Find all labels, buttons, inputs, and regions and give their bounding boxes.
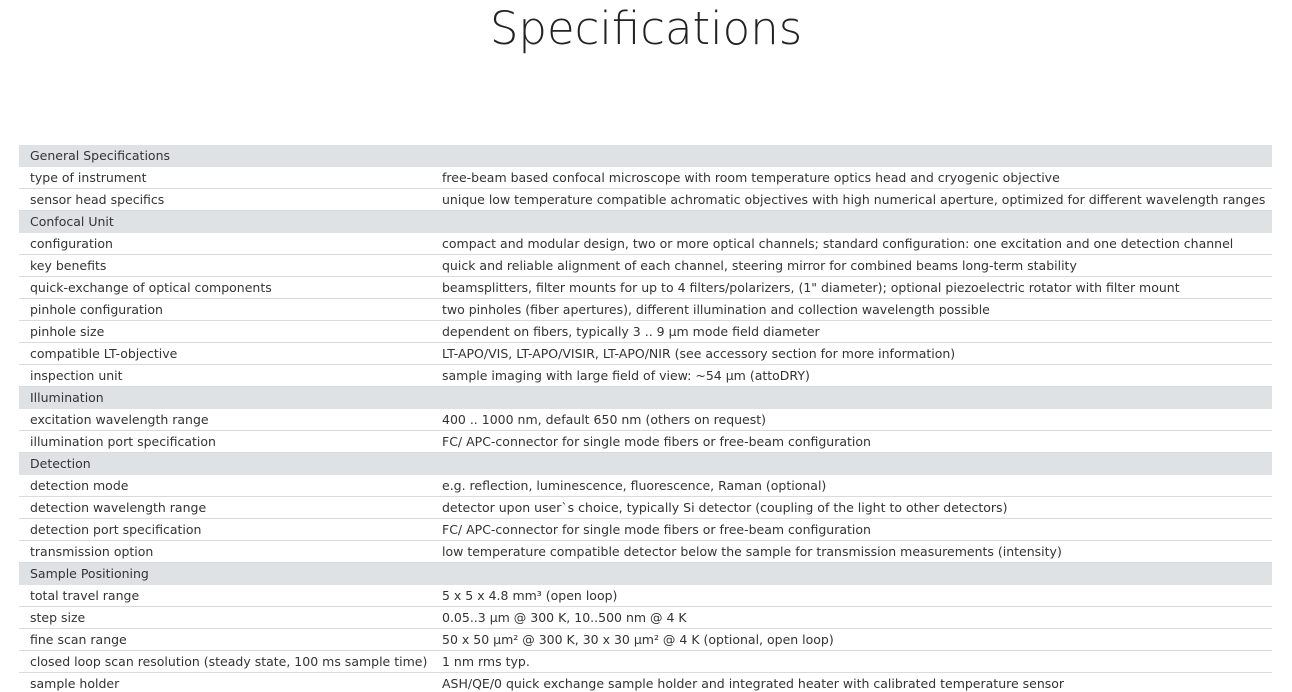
table-row xyxy=(19,431,1272,453)
spec-label: quick-exchange of optical components xyxy=(30,280,272,295)
spec-label: sample holder xyxy=(30,676,120,691)
table-row xyxy=(19,343,1272,365)
spec-label: total travel range xyxy=(30,588,140,603)
spec-value: sample imaging with large field of view: ~54 µm (attoDRY) xyxy=(442,368,810,383)
spec-label: closed loop scan resolution (steady state, 100 ms sample time) xyxy=(30,654,428,669)
spec-label: sensor head specifics xyxy=(30,192,165,207)
spec-label: excitation wavelength range xyxy=(30,412,209,427)
spec-label: pinhole size xyxy=(30,324,105,339)
spec-value: 0.05..3 µm @ 300 K, 10..500 nm @ 4 K xyxy=(442,610,687,625)
section-header-row xyxy=(19,453,1272,475)
spec-value: free-beam based confocal microscope with room temperature optics head and cryogenic objective xyxy=(442,170,1060,185)
spec-label: compatible LT-objective xyxy=(30,346,178,361)
table-row xyxy=(19,497,1272,519)
table-row xyxy=(19,189,1272,211)
spec-value: 50 x 50 µm² @ 300 K, 30 x 30 µm² @ 4 K (optional, open loop) xyxy=(442,632,834,647)
spec-value: quick and reliable alignment of each channel, steering mirror for combined beams long-term stability xyxy=(442,258,1077,273)
table-row xyxy=(19,321,1272,343)
table-row xyxy=(19,255,1272,277)
section-title: Confocal Unit xyxy=(30,214,114,229)
table-row xyxy=(19,607,1272,629)
section-header-row xyxy=(19,145,1272,167)
section-title: Detection xyxy=(30,456,91,471)
spec-label: type of instrument xyxy=(30,170,147,185)
spec-value: ASH/QE/0 quick exchange sample holder and integrated heater with calibrated temperature sensor xyxy=(442,676,1065,691)
section-title: General Specifications xyxy=(30,148,171,163)
spec-label: step size xyxy=(30,610,86,625)
spec-value: 1 nm rms typ. xyxy=(442,654,530,669)
section-header-row xyxy=(19,387,1272,409)
section-header-row xyxy=(19,563,1272,585)
spec-value: unique low temperature compatible achromatic objectives with high numerical aperture, optimized for different wavelength ranges xyxy=(442,192,1266,207)
spec-value: low temperature compatible detector below the sample for transmission measurements (intensity) xyxy=(442,544,1062,559)
table-row xyxy=(19,629,1272,651)
section-header-row xyxy=(19,211,1272,233)
spec-label: detection mode xyxy=(30,478,129,493)
spec-table xyxy=(19,145,1272,692)
spec-label: detection wavelength range xyxy=(30,500,207,515)
spec-label: transmission option xyxy=(30,544,154,559)
spec-label: key benefits xyxy=(30,258,107,273)
spec-label: detection port specification xyxy=(30,522,202,537)
spec-value: FC/ APC-connector for single mode fibers or free-beam configuration xyxy=(442,434,871,449)
spec-value: LT-APO/VIS, LT-APO/VISIR, LT-APO/NIR (see accessory section for more information) xyxy=(442,346,956,361)
table-row xyxy=(19,519,1272,541)
table-row xyxy=(19,673,1272,692)
table-row xyxy=(19,475,1272,497)
spec-value: e.g. reflection, luminescence, fluorescence, Raman (optional) xyxy=(442,478,827,493)
spec-value: 5 x 5 x 4.8 mm³ (open loop) xyxy=(442,588,618,603)
table-row xyxy=(19,277,1272,299)
spec-value: detector upon user`s choice, typically Si detector (coupling of the light to other detectors) xyxy=(442,500,1008,515)
spec-value: compact and modular design, two or more optical channels; standard configuration: one excitation and one detection channel xyxy=(442,236,1234,251)
spec-value: beamsplitters, filter mounts for up to 4 filters/polarizers, (1" diameter); optional piezoelectric rotator with filter mount xyxy=(442,280,1180,295)
spec-label: fine scan range xyxy=(30,632,127,647)
table-row xyxy=(19,167,1272,189)
spec-label: configuration xyxy=(30,236,113,251)
table-row xyxy=(19,409,1272,431)
spec-value: 400 .. 1000 nm, default 650 nm (others on request) xyxy=(442,412,767,427)
section-title: Sample Positioning xyxy=(30,566,149,581)
table-row xyxy=(19,365,1272,387)
spec-label: inspection unit xyxy=(30,368,123,383)
table-row xyxy=(19,541,1272,563)
table-row xyxy=(19,299,1272,321)
section-title: Illumination xyxy=(30,390,104,405)
table-row xyxy=(19,585,1272,607)
page-title: Specifications xyxy=(489,2,803,55)
table-row xyxy=(19,651,1272,673)
spec-label: illumination port specification xyxy=(30,434,216,449)
spec-value: dependent on fibers, typically 3 .. 9 µm mode field diameter xyxy=(442,324,820,339)
spec-label: pinhole configuration xyxy=(30,302,163,317)
spec-value: FC/ APC-connector for single mode fibers or free-beam configuration xyxy=(442,522,871,537)
table-row xyxy=(19,233,1272,255)
spec-value: two pinholes (fiber apertures), different illumination and collection wavelength possible xyxy=(442,302,990,317)
